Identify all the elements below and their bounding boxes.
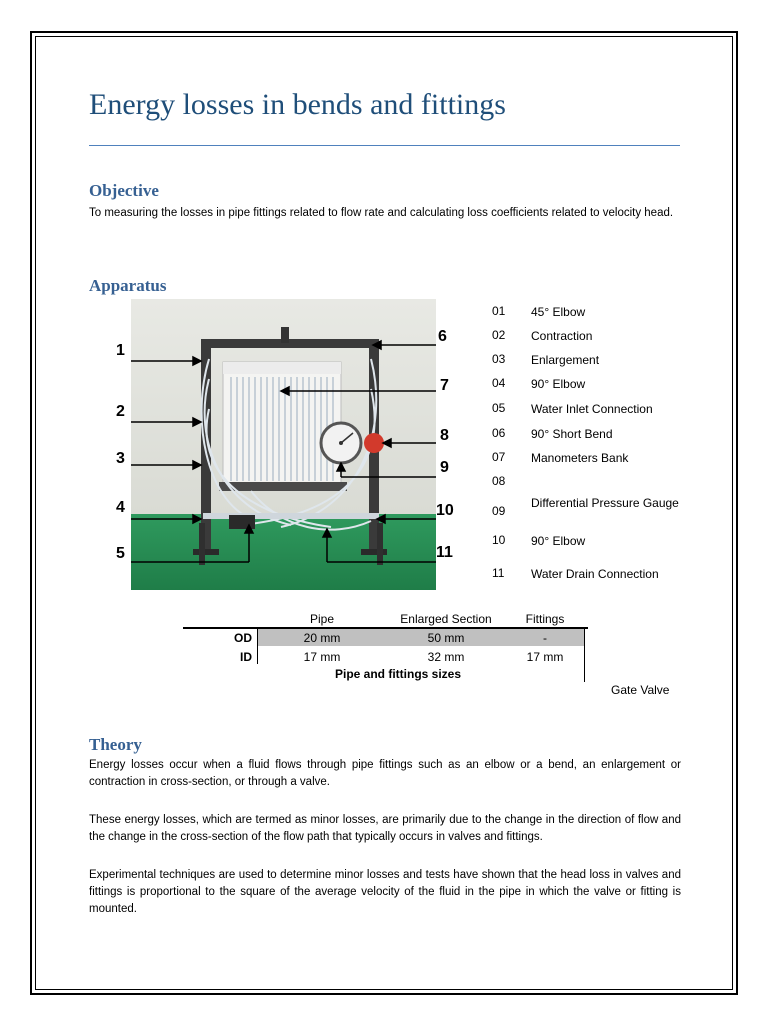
part-name: Manometers Bank <box>531 451 629 465</box>
callout-8: 8 <box>440 427 449 444</box>
table-cell: - <box>543 631 547 645</box>
callout-7: 7 <box>440 377 449 394</box>
title-divider <box>89 145 680 146</box>
table-caption: Pipe and fittings sizes <box>334 667 462 681</box>
part-number: 05 <box>492 401 506 415</box>
table-top-rule <box>183 627 588 629</box>
callout-11: 11 <box>436 544 453 561</box>
part-number: 09 <box>492 504 506 518</box>
part-name: 45° Elbow <box>531 305 586 319</box>
callout-2: 2 <box>116 403 125 420</box>
part-number: 10 <box>492 533 506 547</box>
document-title: Energy losses in bends and fittings <box>89 88 506 121</box>
table-cell: 17 mm <box>303 650 341 664</box>
callout-10: 10 <box>436 502 454 519</box>
part-number: 03 <box>492 352 506 366</box>
callout-1: 1 <box>116 342 125 359</box>
theory-paragraph-3: Experimental techniques are used to determine minor losses and tests have shown that the head loss in valves and fittings is proportional to the square of the average velocity of the fluid in the pipe in which the valve or fitting is mounted. <box>89 869 681 915</box>
table-col-header: Pipe <box>309 612 335 626</box>
callout-5: 5 <box>116 545 125 562</box>
objective-text: To measuring the losses in pipe fittings related to flow rate and calculating loss coefficients related to velocity head. <box>89 207 674 219</box>
part-number: 04 <box>492 376 506 390</box>
table-col-header: Fittings <box>525 612 565 626</box>
part-number: 11 <box>492 566 505 580</box>
part-name: 90° Elbow <box>531 377 586 391</box>
table-label-divider <box>257 627 258 664</box>
part-name: Enlargement <box>531 353 600 367</box>
callout-3: 3 <box>116 450 125 467</box>
part-number: 07 <box>492 450 506 464</box>
part-name: 90° Elbow <box>531 534 586 548</box>
objective-heading: Objective <box>89 181 159 200</box>
part-name: Water Inlet Connection <box>531 402 653 416</box>
theory-paragraph-1: Energy losses occur when a fluid flows through pipe fittings such as an elbow or a bend, an enlargement or contraction in cross-section, or through a valve. <box>89 759 681 788</box>
table-right-rule <box>584 627 585 682</box>
part-number: 08 <box>492 474 506 488</box>
callout-9: 9 <box>440 459 449 476</box>
part-name: Differential Pressure Gauge <box>531 496 679 510</box>
part-number: 01 <box>492 304 506 318</box>
callout-4: 4 <box>116 499 125 516</box>
theory-heading: Theory <box>89 735 142 754</box>
table-cell: 32 mm <box>427 650 465 664</box>
theory-paragraph-2: These energy losses, which are termed as minor losses, are primarily due to the change in the direction of flow and the change in the cross-section of the flow path that typically occurs in valves and fittings. <box>89 814 681 843</box>
apparatus-photo <box>131 299 436 590</box>
table-cell: 17 mm <box>526 650 564 664</box>
part-number: 06 <box>492 426 506 440</box>
table-row-label: ID <box>240 650 252 664</box>
part-name: 90° Short Bend <box>531 427 613 441</box>
gate-valve-label: Gate Valve <box>611 683 670 697</box>
table-cell: 20 mm <box>303 631 341 645</box>
part-name: Contraction <box>531 329 593 343</box>
apparatus-heading: Apparatus <box>89 276 167 295</box>
part-name: Water Drain Connection <box>531 567 659 581</box>
callout-6: 6 <box>438 328 447 345</box>
part-number: 02 <box>492 328 506 342</box>
apparatus-illustration <box>131 299 436 590</box>
table-row-label: OD <box>234 631 252 645</box>
table-col-header: Enlarged Section <box>400 612 492 626</box>
table-cell: 50 mm <box>427 631 465 645</box>
